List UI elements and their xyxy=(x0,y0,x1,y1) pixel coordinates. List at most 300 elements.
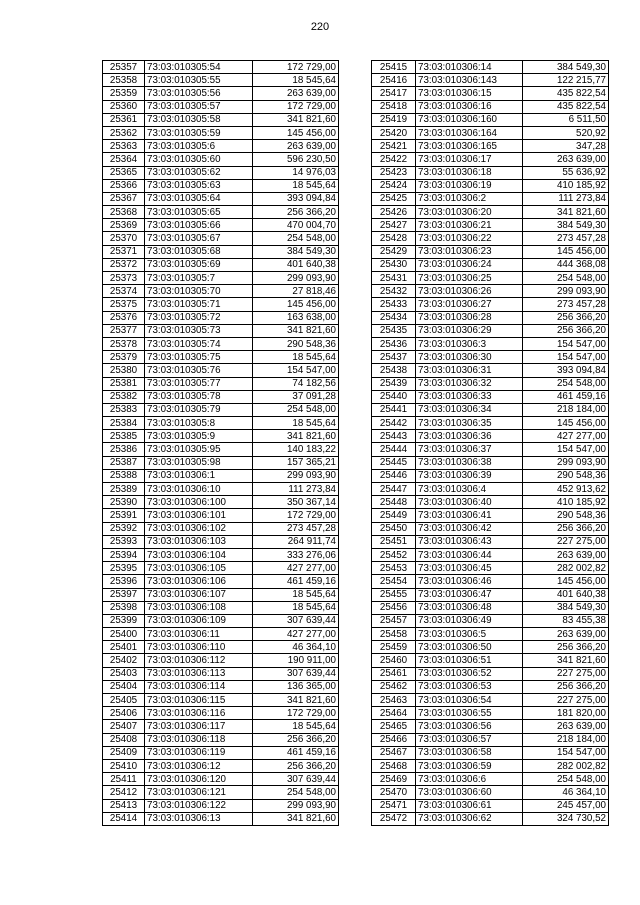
value-cell: 172 729,00 xyxy=(253,61,339,74)
value-cell: 46 364,10 xyxy=(253,641,339,654)
table-body-left xyxy=(103,61,339,826)
value-cell: 111 273,84 xyxy=(523,192,609,205)
table-row xyxy=(103,377,339,390)
value-cell: 18 545,64 xyxy=(253,179,339,192)
row-number-cell: 25446 xyxy=(372,469,416,482)
value-cell: 145 456,00 xyxy=(523,575,609,588)
row-number-cell: 25390 xyxy=(103,496,145,509)
table-row xyxy=(372,535,609,548)
cadastral-number-cell: 73:03:010306:46 xyxy=(416,575,523,588)
value-cell: 256 366,20 xyxy=(523,522,609,535)
row-number-cell: 25394 xyxy=(103,548,145,561)
value-cell: 299 093,90 xyxy=(253,799,339,812)
table-row xyxy=(103,680,339,693)
value-cell: 263 639,00 xyxy=(253,140,339,153)
value-cell: 18 545,64 xyxy=(253,417,339,430)
table-row xyxy=(103,192,339,205)
value-cell: 470 004,70 xyxy=(253,219,339,232)
cadastral-number-cell: 73:03:010306:10 xyxy=(145,483,253,496)
table-row xyxy=(103,707,339,720)
value-cell: 157 365,21 xyxy=(253,456,339,469)
cadastral-number-cell: 73:03:010306:44 xyxy=(416,548,523,561)
table-row xyxy=(103,430,339,443)
row-number-cell: 25451 xyxy=(372,535,416,548)
value-cell: 254 548,00 xyxy=(253,232,339,245)
value-cell: 111 273,84 xyxy=(253,483,339,496)
table-row xyxy=(372,680,609,693)
cadastral-number-cell: 73:03:010305:72 xyxy=(145,311,253,324)
cadastral-number-cell: 73:03:010306:19 xyxy=(416,179,523,192)
row-number-cell: 25366 xyxy=(103,179,145,192)
table-row xyxy=(103,456,339,469)
value-cell: 227 275,00 xyxy=(523,535,609,548)
row-number-cell: 25462 xyxy=(372,680,416,693)
cadastral-number-cell: 73:03:010306:101 xyxy=(145,509,253,522)
row-number-cell: 25409 xyxy=(103,746,145,759)
table-row xyxy=(372,192,609,205)
row-number-cell: 25436 xyxy=(372,337,416,350)
cadastral-number-cell: 73:03:010306:39 xyxy=(416,469,523,482)
row-number-cell: 25450 xyxy=(372,522,416,535)
table-row xyxy=(103,483,339,496)
row-number-cell: 25455 xyxy=(372,588,416,601)
table-row xyxy=(372,166,609,179)
value-cell: 256 366,20 xyxy=(253,733,339,746)
cadastral-number-cell: 73:03:010306:38 xyxy=(416,456,523,469)
table-row xyxy=(372,759,609,772)
value-cell: 254 548,00 xyxy=(253,786,339,799)
row-number-cell: 25376 xyxy=(103,311,145,324)
cadastral-number-cell: 73:03:010306:59 xyxy=(416,759,523,772)
value-cell: 299 093,90 xyxy=(523,456,609,469)
cadastral-number-cell: 73:03:010306:103 xyxy=(145,535,253,548)
row-number-cell: 25430 xyxy=(372,258,416,271)
value-cell: 74 182,56 xyxy=(253,377,339,390)
row-number-cell: 25415 xyxy=(372,61,416,74)
table-row xyxy=(372,113,609,126)
value-cell: 435 822,54 xyxy=(523,87,609,100)
row-number-cell: 25441 xyxy=(372,403,416,416)
row-number-cell: 25412 xyxy=(103,786,145,799)
table-row xyxy=(103,140,339,153)
row-number-cell: 25429 xyxy=(372,245,416,258)
row-number-cell: 25443 xyxy=(372,430,416,443)
row-number-cell: 25434 xyxy=(372,311,416,324)
cadastral-number-cell: 73:03:010306:55 xyxy=(416,707,523,720)
cadastral-number-cell: 73:03:010306:60 xyxy=(416,786,523,799)
row-number-cell: 25382 xyxy=(103,390,145,403)
cadastral-number-cell: 73:03:010306:18 xyxy=(416,166,523,179)
row-number-cell: 25383 xyxy=(103,403,145,416)
table-row xyxy=(103,759,339,772)
cadastral-number-cell: 73:03:010306:117 xyxy=(145,720,253,733)
cadastral-number-cell: 73:03:010306:12 xyxy=(145,759,253,772)
table-row xyxy=(103,232,339,245)
value-cell: 6 511,50 xyxy=(523,113,609,126)
table-row xyxy=(372,812,609,825)
cadastral-number-cell: 73:03:010306:32 xyxy=(416,377,523,390)
row-number-cell: 25400 xyxy=(103,628,145,641)
value-cell: 444 368,08 xyxy=(523,258,609,271)
row-number-cell: 25398 xyxy=(103,601,145,614)
table-row xyxy=(103,272,339,285)
value-cell: 384 549,30 xyxy=(523,61,609,74)
table-row xyxy=(103,562,339,575)
cadastral-number-cell: 73:03:010305:57 xyxy=(145,100,253,113)
cadastral-number-cell: 73:03:010305:6 xyxy=(145,140,253,153)
table-row xyxy=(372,245,609,258)
table-row xyxy=(103,298,339,311)
cadastral-number-cell: 73:03:010306:3 xyxy=(416,337,523,350)
cadastral-number-cell: 73:03:010305:73 xyxy=(145,324,253,337)
row-number-cell: 25449 xyxy=(372,509,416,522)
value-cell: 256 366,20 xyxy=(523,324,609,337)
table-row xyxy=(372,588,609,601)
row-number-cell: 25454 xyxy=(372,575,416,588)
table-row xyxy=(372,206,609,219)
value-cell: 145 456,00 xyxy=(523,245,609,258)
value-cell: 14 976,03 xyxy=(253,166,339,179)
cadastral-number-cell: 73:03:010306:2 xyxy=(416,192,523,205)
table-row xyxy=(372,641,609,654)
value-cell: 263 639,00 xyxy=(253,87,339,100)
row-number-cell: 25439 xyxy=(372,377,416,390)
table-row xyxy=(103,654,339,667)
row-number-cell: 25387 xyxy=(103,456,145,469)
table-row xyxy=(103,245,339,258)
value-cell: 350 367,14 xyxy=(253,496,339,509)
value-cell: 163 638,00 xyxy=(253,311,339,324)
row-number-cell: 25402 xyxy=(103,654,145,667)
row-number-cell: 25367 xyxy=(103,192,145,205)
table-row xyxy=(103,746,339,759)
cadastral-number-cell: 73:03:010305:79 xyxy=(145,403,253,416)
row-number-cell: 25458 xyxy=(372,628,416,641)
value-cell: 427 277,00 xyxy=(523,430,609,443)
value-cell: 282 002,82 xyxy=(523,759,609,772)
value-cell: 290 548,36 xyxy=(253,337,339,350)
table-row xyxy=(372,667,609,680)
cadastral-number-cell: 73:03:010306:160 xyxy=(416,113,523,126)
row-number-cell: 25361 xyxy=(103,113,145,126)
table-row xyxy=(103,575,339,588)
row-number-cell: 25469 xyxy=(372,773,416,786)
value-cell: 46 364,10 xyxy=(523,786,609,799)
table-row xyxy=(372,746,609,759)
row-number-cell: 25401 xyxy=(103,641,145,654)
table-row xyxy=(372,351,609,364)
value-cell: 273 457,28 xyxy=(523,298,609,311)
row-number-cell: 25461 xyxy=(372,667,416,680)
cadastral-number-cell: 73:03:010306:31 xyxy=(416,364,523,377)
value-cell: 273 457,28 xyxy=(253,522,339,535)
cadastral-number-cell: 73:03:010306:4 xyxy=(416,483,523,496)
table-row xyxy=(103,417,339,430)
table-row xyxy=(372,469,609,482)
row-number-cell: 25447 xyxy=(372,483,416,496)
table-row xyxy=(372,614,609,627)
row-number-cell: 25363 xyxy=(103,140,145,153)
table-row xyxy=(103,773,339,786)
value-cell: 307 639,44 xyxy=(253,614,339,627)
table-row xyxy=(103,786,339,799)
table-row xyxy=(103,403,339,416)
row-number-cell: 25414 xyxy=(103,812,145,825)
table-row xyxy=(372,87,609,100)
row-number-cell: 25435 xyxy=(372,324,416,337)
value-cell: 427 277,00 xyxy=(253,562,339,575)
value-cell: 18 545,64 xyxy=(253,720,339,733)
cadastral-number-cell: 73:03:010306:36 xyxy=(416,430,523,443)
value-cell: 410 185,92 xyxy=(523,496,609,509)
row-number-cell: 25425 xyxy=(372,192,416,205)
table-row xyxy=(372,100,609,113)
row-number-cell: 25437 xyxy=(372,351,416,364)
cadastral-number-cell: 73:03:010306:48 xyxy=(416,601,523,614)
row-number-cell: 25422 xyxy=(372,153,416,166)
value-cell: 520,92 xyxy=(523,126,609,139)
row-number-cell: 25432 xyxy=(372,285,416,298)
cadastral-number-cell: 73:03:010305:8 xyxy=(145,417,253,430)
value-cell: 290 548,36 xyxy=(523,469,609,482)
value-cell: 273 457,28 xyxy=(523,232,609,245)
value-cell: 256 366,20 xyxy=(253,206,339,219)
table-row xyxy=(372,272,609,285)
cadastral-number-cell: 73:03:010306:105 xyxy=(145,562,253,575)
table-row xyxy=(372,509,609,522)
row-number-cell: 25452 xyxy=(372,548,416,561)
cadastral-number-cell: 73:03:010306:27 xyxy=(416,298,523,311)
row-number-cell: 25370 xyxy=(103,232,145,245)
cadastral-number-cell: 73:03:010306:122 xyxy=(145,799,253,812)
table-row xyxy=(103,812,339,825)
cadastral-number-cell: 73:03:010306:165 xyxy=(416,140,523,153)
row-number-cell: 25427 xyxy=(372,219,416,232)
cadastral-number-cell: 73:03:010306:17 xyxy=(416,153,523,166)
row-number-cell: 25444 xyxy=(372,443,416,456)
value-cell: 136 365,00 xyxy=(253,680,339,693)
cadastral-number-cell: 73:03:010306:116 xyxy=(145,707,253,720)
table-row xyxy=(103,126,339,139)
table-row xyxy=(103,206,339,219)
table-row xyxy=(372,153,609,166)
cadastral-number-cell: 73:03:010305:75 xyxy=(145,351,253,364)
cadastral-number-cell: 73:03:010305:67 xyxy=(145,232,253,245)
value-cell: 154 547,00 xyxy=(253,364,339,377)
table-row xyxy=(372,628,609,641)
cadastral-number-cell: 73:03:010306:41 xyxy=(416,509,523,522)
row-number-cell: 25378 xyxy=(103,337,145,350)
value-cell: 227 275,00 xyxy=(523,667,609,680)
table-row xyxy=(103,285,339,298)
value-cell: 27 818,46 xyxy=(253,285,339,298)
row-number-cell: 25399 xyxy=(103,614,145,627)
cadastral-number-cell: 73:03:010306:16 xyxy=(416,100,523,113)
row-number-cell: 25373 xyxy=(103,272,145,285)
cadastral-number-cell: 73:03:010306:164 xyxy=(416,126,523,139)
row-number-cell: 25358 xyxy=(103,74,145,87)
row-number-cell: 25445 xyxy=(372,456,416,469)
value-cell: 190 911,00 xyxy=(253,654,339,667)
row-number-cell: 25460 xyxy=(372,654,416,667)
cadastral-number-cell: 73:03:010305:69 xyxy=(145,258,253,271)
cadastral-number-cell: 73:03:010306:33 xyxy=(416,390,523,403)
cadastral-number-cell: 73:03:010306:40 xyxy=(416,496,523,509)
table-row xyxy=(372,707,609,720)
table-row xyxy=(103,628,339,641)
cadastral-number-cell: 73:03:010306:34 xyxy=(416,403,523,416)
cadastral-number-cell: 73:03:010305:62 xyxy=(145,166,253,179)
row-number-cell: 25423 xyxy=(372,166,416,179)
value-cell: 154 547,00 xyxy=(523,746,609,759)
value-cell: 140 183,22 xyxy=(253,443,339,456)
value-cell: 172 729,00 xyxy=(253,100,339,113)
value-cell: 263 639,00 xyxy=(523,153,609,166)
row-number-cell: 25380 xyxy=(103,364,145,377)
value-cell: 461 459,16 xyxy=(253,575,339,588)
table-row xyxy=(372,548,609,561)
value-cell: 435 822,54 xyxy=(523,100,609,113)
table-row xyxy=(103,113,339,126)
row-number-cell: 25368 xyxy=(103,206,145,219)
cadastral-number-cell: 73:03:010306:14 xyxy=(416,61,523,74)
table-row xyxy=(372,285,609,298)
cadastral-number-cell: 73:03:010306:110 xyxy=(145,641,253,654)
row-number-cell: 25416 xyxy=(372,74,416,87)
value-cell: 333 276,06 xyxy=(253,548,339,561)
cadastral-number-cell: 73:03:010306:107 xyxy=(145,588,253,601)
value-cell: 341 821,60 xyxy=(253,324,339,337)
value-cell: 245 457,00 xyxy=(523,799,609,812)
table-row xyxy=(372,456,609,469)
table-row xyxy=(103,390,339,403)
cadastral-number-cell: 73:03:010305:66 xyxy=(145,219,253,232)
cadastral-number-cell: 73:03:010306:106 xyxy=(145,575,253,588)
row-number-cell: 25408 xyxy=(103,733,145,746)
value-cell: 324 730,52 xyxy=(523,812,609,825)
value-cell: 181 820,00 xyxy=(523,707,609,720)
value-cell: 218 184,00 xyxy=(523,403,609,416)
value-cell: 145 456,00 xyxy=(523,417,609,430)
cadastral-table-right xyxy=(371,60,609,826)
row-number-cell: 25410 xyxy=(103,759,145,772)
cadastral-number-cell: 73:03:010306:119 xyxy=(145,746,253,759)
cadastral-number-cell: 73:03:010306:1 xyxy=(145,469,253,482)
value-cell: 256 366,20 xyxy=(253,759,339,772)
value-cell: 341 821,60 xyxy=(253,812,339,825)
value-cell: 401 640,38 xyxy=(253,258,339,271)
cadastral-number-cell: 73:03:010305:55 xyxy=(145,74,253,87)
table-row xyxy=(372,324,609,337)
cadastral-number-cell: 73:03:010306:13 xyxy=(145,812,253,825)
row-number-cell: 25431 xyxy=(372,272,416,285)
cadastral-number-cell: 73:03:010306:100 xyxy=(145,496,253,509)
cadastral-table-left xyxy=(102,60,339,826)
table-row xyxy=(103,694,339,707)
row-number-cell: 25421 xyxy=(372,140,416,153)
table-row xyxy=(103,153,339,166)
table-row xyxy=(372,298,609,311)
cadastral-number-cell: 73:03:010306:20 xyxy=(416,206,523,219)
table-row xyxy=(103,74,339,87)
table-row xyxy=(372,417,609,430)
table-row xyxy=(372,522,609,535)
cadastral-number-cell: 73:03:010306:30 xyxy=(416,351,523,364)
row-number-cell: 25424 xyxy=(372,179,416,192)
cadastral-number-cell: 73:03:010305:78 xyxy=(145,390,253,403)
cadastral-number-cell: 73:03:010306:26 xyxy=(416,285,523,298)
row-number-cell: 25411 xyxy=(103,773,145,786)
cadastral-number-cell: 73:03:010305:95 xyxy=(145,443,253,456)
cadastral-number-cell: 73:03:010305:54 xyxy=(145,61,253,74)
cadastral-number-cell: 73:03:010306:37 xyxy=(416,443,523,456)
cadastral-number-cell: 73:03:010306:104 xyxy=(145,548,253,561)
table-row xyxy=(372,337,609,350)
value-cell: 410 185,92 xyxy=(523,179,609,192)
value-cell: 307 639,44 xyxy=(253,773,339,786)
row-number-cell: 25364 xyxy=(103,153,145,166)
table-row xyxy=(372,562,609,575)
table-row xyxy=(372,483,609,496)
cadastral-number-cell: 73:03:010305:68 xyxy=(145,245,253,258)
table-row xyxy=(103,100,339,113)
cadastral-number-cell: 73:03:010306:28 xyxy=(416,311,523,324)
cadastral-number-cell: 73:03:010306:52 xyxy=(416,667,523,680)
value-cell: 254 548,00 xyxy=(523,272,609,285)
cadastral-number-cell: 73:03:010306:112 xyxy=(145,654,253,667)
value-cell: 145 456,00 xyxy=(253,298,339,311)
value-cell: 154 547,00 xyxy=(523,337,609,350)
table-row xyxy=(372,443,609,456)
cadastral-number-cell: 73:03:010306:43 xyxy=(416,535,523,548)
row-number-cell: 25405 xyxy=(103,694,145,707)
value-cell: 401 640,38 xyxy=(523,588,609,601)
cadastral-number-cell: 73:03:010306:120 xyxy=(145,773,253,786)
row-number-cell: 25472 xyxy=(372,812,416,825)
row-number-cell: 25365 xyxy=(103,166,145,179)
value-cell: 256 366,20 xyxy=(523,311,609,324)
row-number-cell: 25406 xyxy=(103,707,145,720)
value-cell: 37 091,28 xyxy=(253,390,339,403)
row-number-cell: 25413 xyxy=(103,799,145,812)
table-row xyxy=(372,140,609,153)
cadastral-number-cell: 73:03:010306:114 xyxy=(145,680,253,693)
value-cell: 254 548,00 xyxy=(523,377,609,390)
row-number-cell: 25391 xyxy=(103,509,145,522)
cadastral-number-cell: 73:03:010306:29 xyxy=(416,324,523,337)
cadastral-number-cell: 73:03:010306:118 xyxy=(145,733,253,746)
table-row xyxy=(372,799,609,812)
cadastral-number-cell: 73:03:010305:7 xyxy=(145,272,253,285)
cadastral-number-cell: 73:03:010306:109 xyxy=(145,614,253,627)
value-cell: 18 545,64 xyxy=(253,601,339,614)
value-cell: 145 456,00 xyxy=(253,126,339,139)
row-number-cell: 25466 xyxy=(372,733,416,746)
cadastral-number-cell: 73:03:010305:58 xyxy=(145,113,253,126)
row-number-cell: 25464 xyxy=(372,707,416,720)
row-number-cell: 25393 xyxy=(103,535,145,548)
cadastral-number-cell: 73:03:010305:59 xyxy=(145,126,253,139)
page-number: 220 xyxy=(310,21,330,33)
value-cell: 384 549,30 xyxy=(523,601,609,614)
row-number-cell: 25392 xyxy=(103,522,145,535)
table-body-right xyxy=(372,61,609,826)
value-cell: 122 215,77 xyxy=(523,74,609,87)
table-row xyxy=(103,641,339,654)
cadastral-number-cell: 73:03:010305:71 xyxy=(145,298,253,311)
cadastral-number-cell: 73:03:010306:42 xyxy=(416,522,523,535)
row-number-cell: 25397 xyxy=(103,588,145,601)
